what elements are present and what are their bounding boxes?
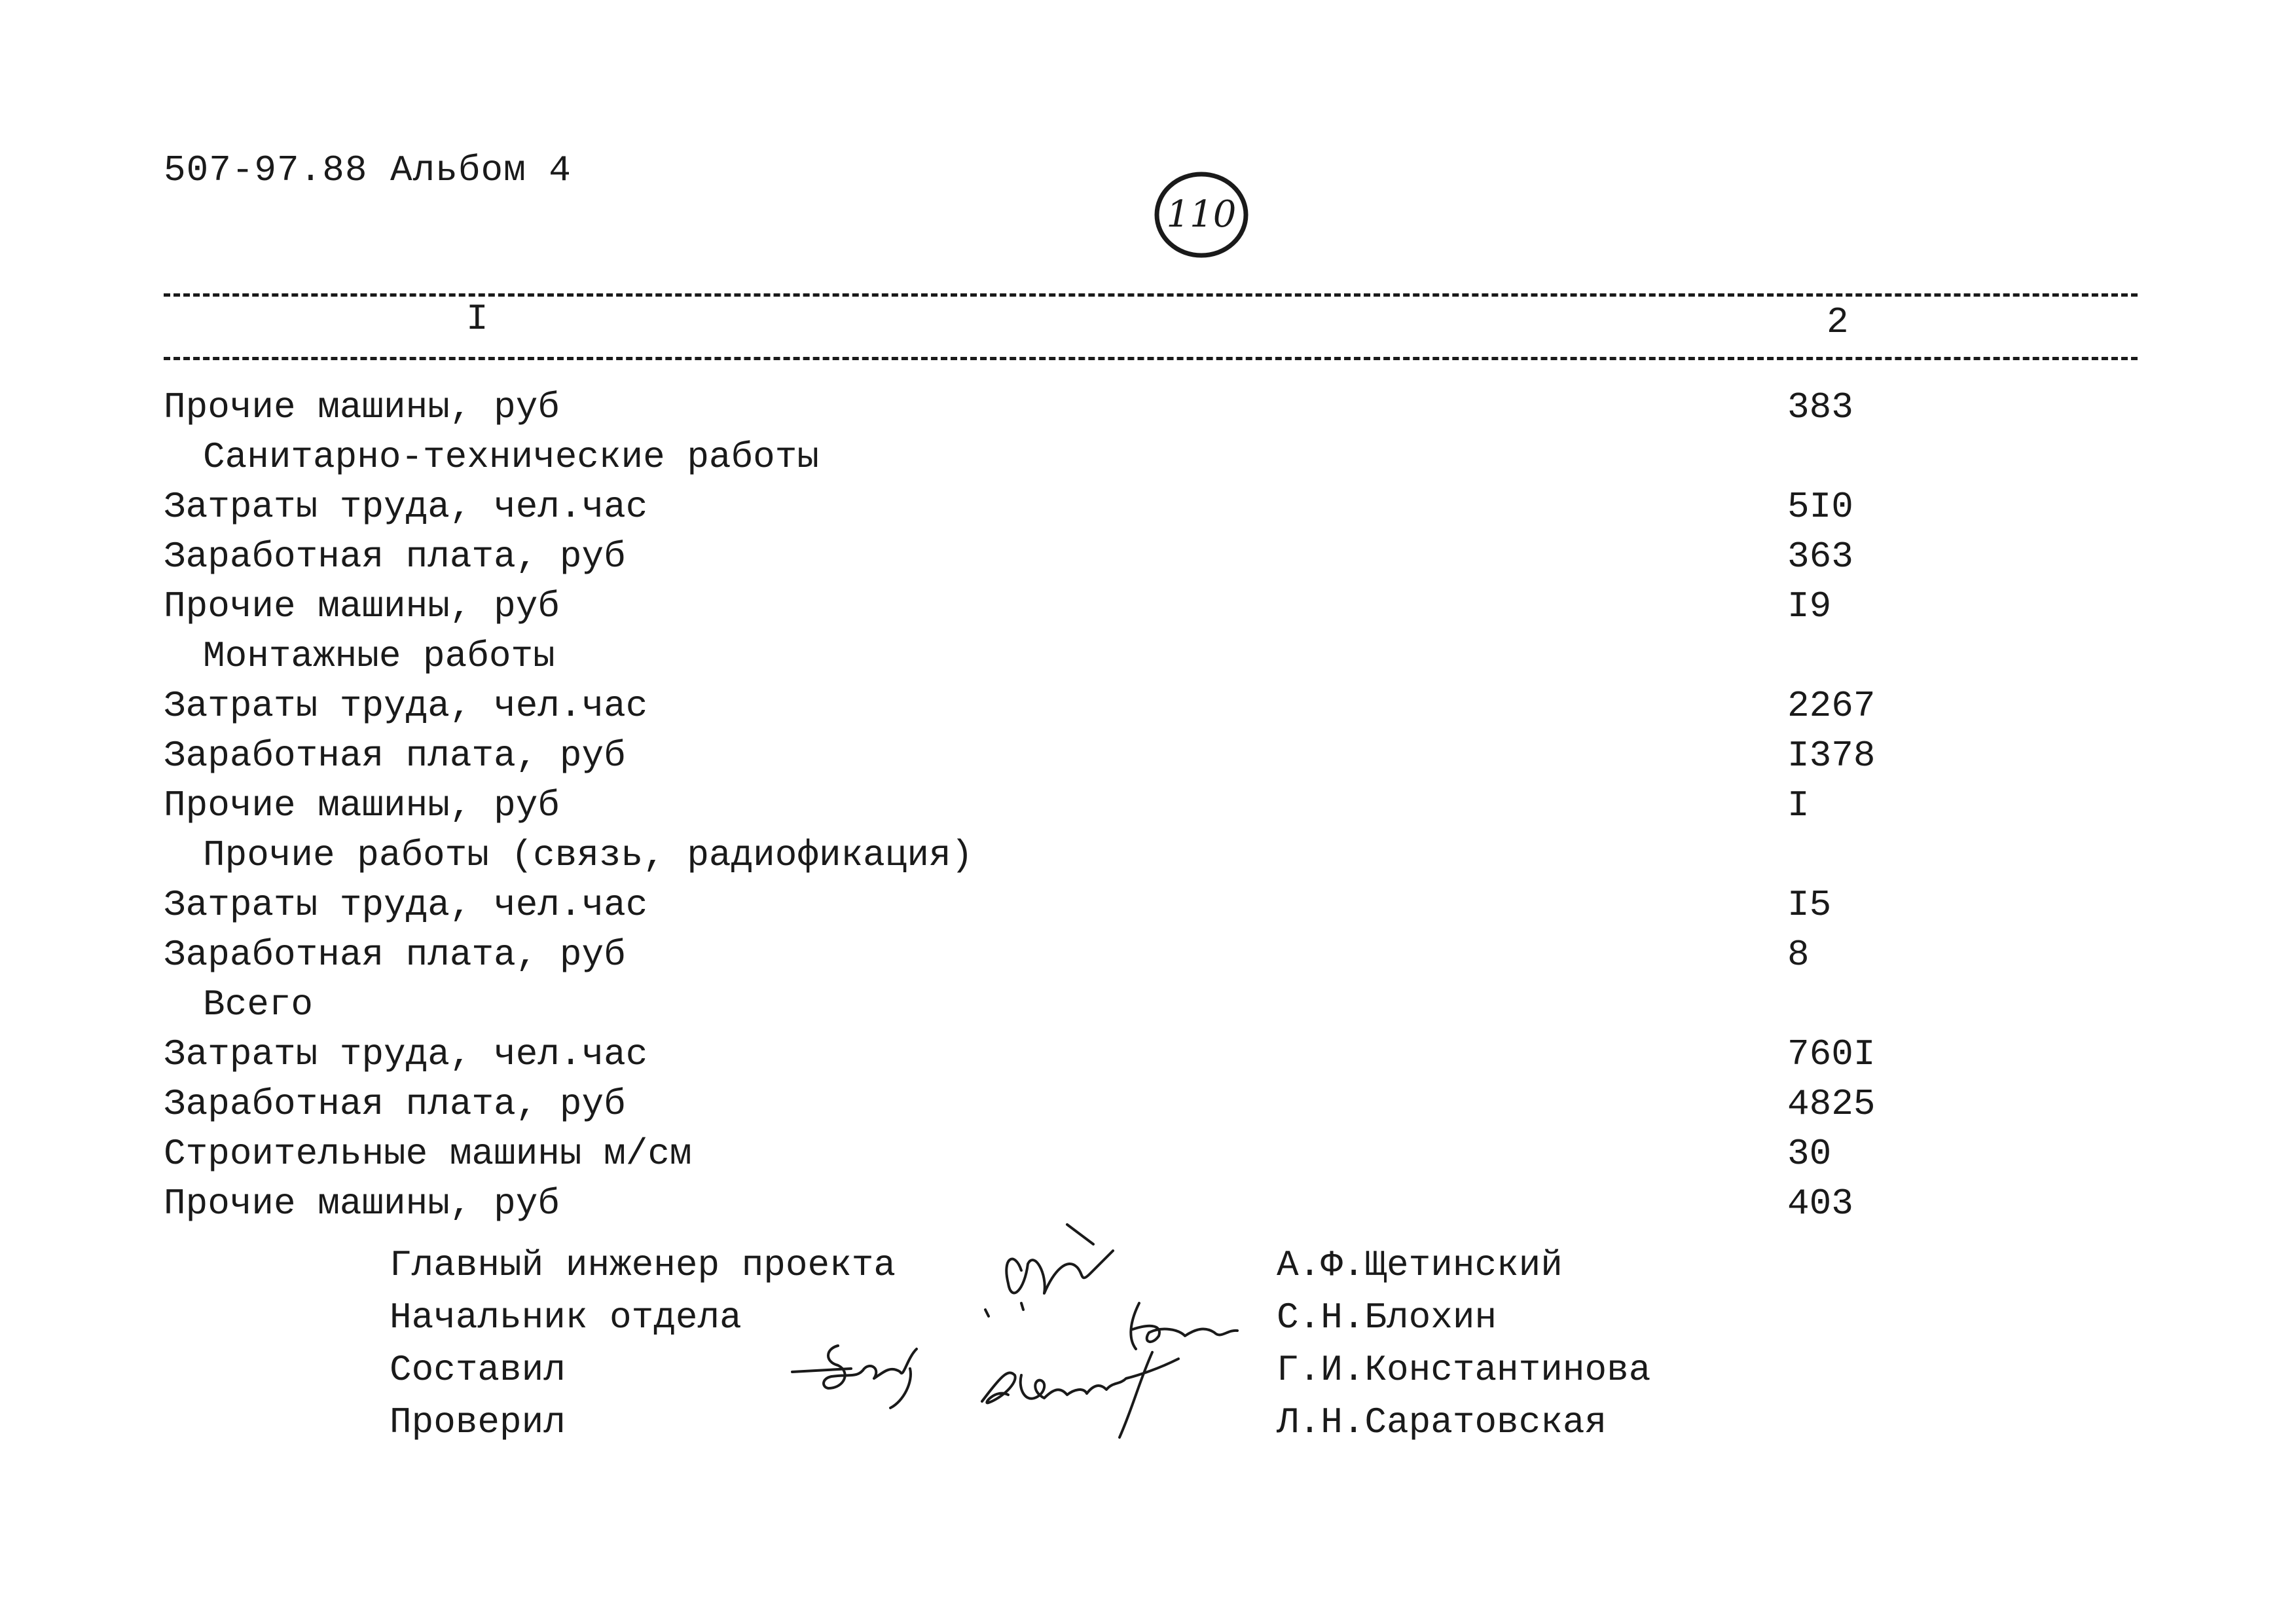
row-label: Прочие машины, руб	[164, 1183, 560, 1225]
signature-scribble-chief-engineer-tick	[1067, 1225, 1093, 1244]
signature-person: С.Н.Блохин	[1277, 1297, 1497, 1338]
signature-role: Проверил	[390, 1401, 566, 1443]
handwritten-signatures	[786, 1211, 1296, 1486]
table-top-dashed-rule	[164, 293, 2138, 297]
signature-scribble-compiler	[792, 1346, 917, 1408]
signature-person: А.Ф.Щетинский	[1277, 1244, 1563, 1286]
signature-role: Начальник отдела	[390, 1297, 742, 1338]
signature-role: Составил	[390, 1349, 566, 1391]
table-row	[0, 1133, 2296, 1183]
document-title: 507-97.88 Альбом 4	[164, 149, 572, 191]
section-label: Монтажные работы	[203, 635, 555, 677]
table-row	[0, 1083, 2296, 1133]
table-header-dashed-rule	[164, 357, 2138, 360]
row-label: Прочие машины, руб	[164, 784, 560, 826]
row-value: I9	[1787, 585, 1832, 627]
row-value: I5	[1787, 884, 1832, 926]
row-label: Затраты труда, чел.час	[164, 685, 648, 727]
row-label: Строительные машины м/см	[164, 1133, 692, 1175]
column-header-1: I	[466, 298, 488, 340]
row-value: 4825	[1787, 1083, 1876, 1125]
signature-scribble-department-head	[1131, 1303, 1237, 1349]
row-label: Заработная плата, руб	[164, 1083, 626, 1125]
row-value: 760I	[1787, 1033, 1876, 1075]
table-section-heading	[0, 984, 2296, 1033]
row-label: Прочие машины, руб	[164, 585, 560, 627]
table-row	[0, 784, 2296, 834]
row-value: 2267	[1787, 685, 1876, 727]
table-row	[0, 585, 2296, 635]
row-label: Заработная плата, руб	[164, 735, 626, 777]
signature-scribble-dots	[985, 1303, 1023, 1316]
page-number-text: 110	[1166, 193, 1237, 236]
table-row	[0, 536, 2296, 585]
page-number-stamp	[1152, 169, 1250, 261]
row-label: Заработная плата, руб	[164, 934, 626, 976]
signature-role: Главный инженер проекта	[390, 1244, 896, 1286]
row-label: Затраты труда, чел.час	[164, 884, 648, 926]
signature-person: Л.Н.Саратовская	[1277, 1401, 1607, 1443]
row-label: Затраты труда, чел.час	[164, 486, 648, 528]
section-label: Всего	[203, 984, 314, 1025]
table-row	[0, 884, 2296, 934]
row-value: 383	[1787, 386, 1853, 428]
row-label: Прочие машины, руб	[164, 386, 560, 428]
row-value: 363	[1787, 536, 1853, 578]
section-label: Прочие работы (связь, радиофикация)	[203, 834, 974, 876]
signature-person: Г.И.Константинова	[1277, 1349, 1651, 1391]
signature-scribble-checker	[982, 1352, 1178, 1437]
table-row	[0, 1033, 2296, 1083]
row-value: 5I0	[1787, 486, 1853, 528]
table-row	[0, 934, 2296, 984]
row-value: 30	[1787, 1133, 1832, 1175]
table-row	[0, 685, 2296, 735]
table-section-heading	[0, 436, 2296, 486]
table-section-heading	[0, 834, 2296, 884]
table-section-heading	[0, 635, 2296, 685]
row-value: 8	[1787, 934, 1810, 976]
section-label: Санитарно-технические работы	[203, 436, 819, 478]
signature-scribble-chief-engineer	[1006, 1251, 1113, 1293]
row-value: 403	[1787, 1183, 1853, 1225]
row-value: I	[1787, 784, 1810, 826]
row-label: Заработная плата, руб	[164, 536, 626, 578]
column-header-2: 2	[1827, 301, 1849, 343]
row-label: Затраты труда, чел.час	[164, 1033, 648, 1075]
row-value: I378	[1787, 735, 1876, 777]
table-row	[0, 735, 2296, 784]
table-row	[0, 486, 2296, 536]
table-row	[0, 386, 2296, 436]
